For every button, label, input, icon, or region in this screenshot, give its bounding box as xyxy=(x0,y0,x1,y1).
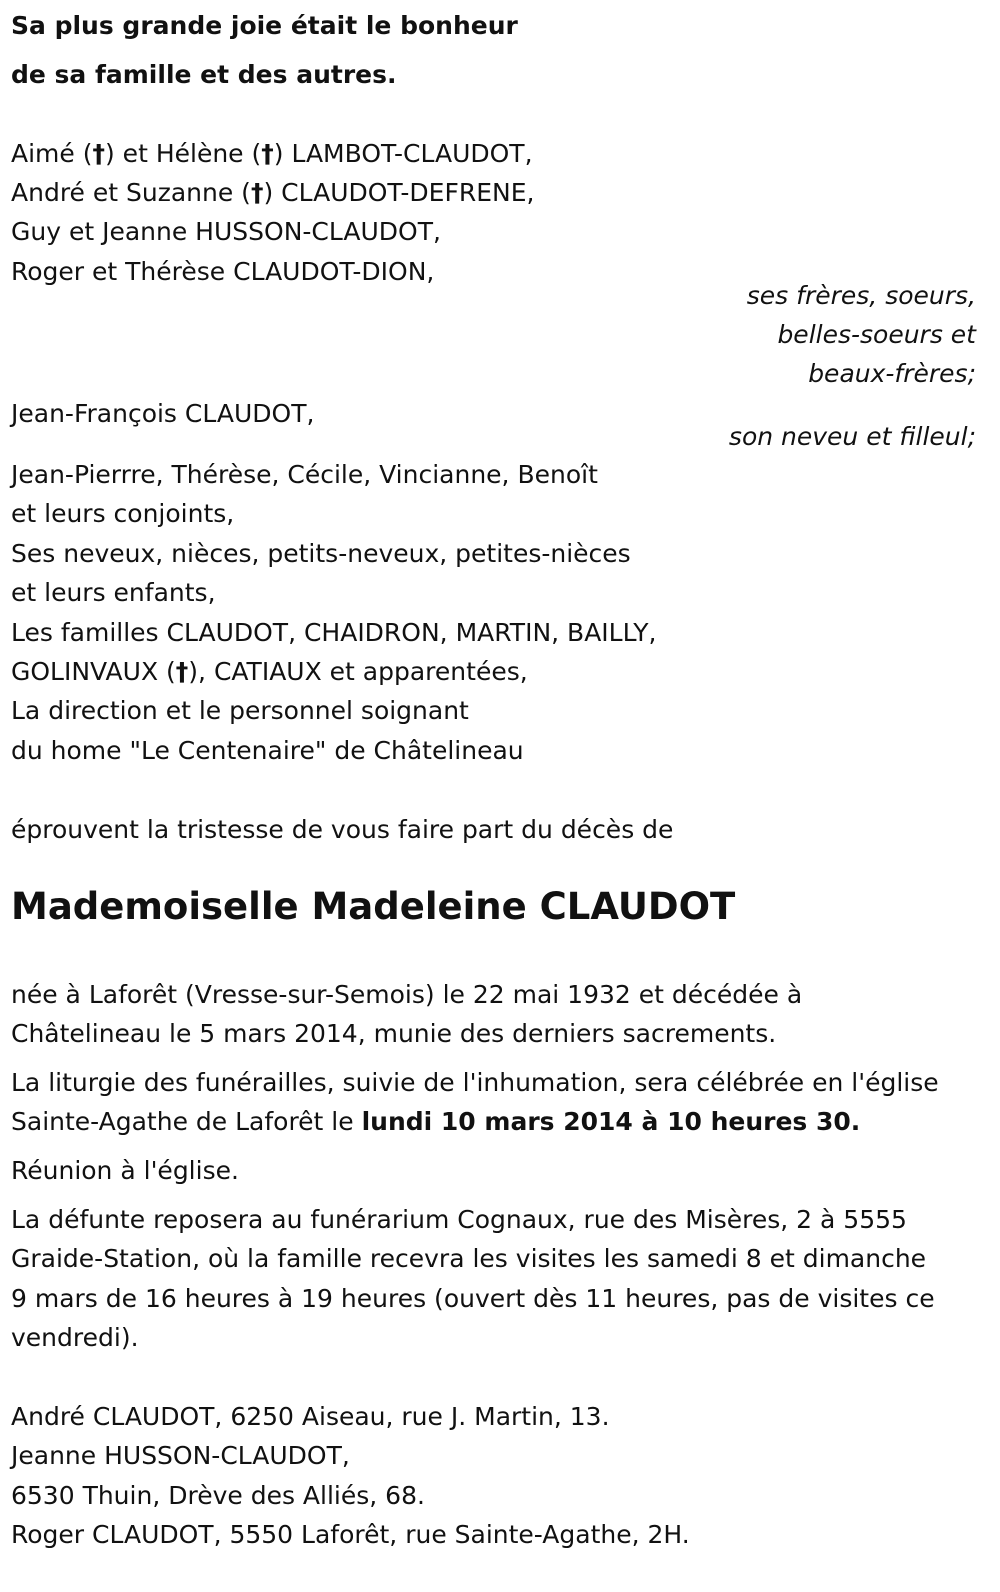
motto-line-1: Sa plus grande joie était le bonheur xyxy=(11,11,518,40)
family-line-1: Jean-Pierrre, Thérèse, Cécile, Vincianne, Benoît xyxy=(11,460,598,489)
funerarium-line-3: 9 mars de 16 heures à 19 heures (ouvert dès 11 heures, pas de visites ce xyxy=(11,1284,935,1313)
nephew-name: Jean-François CLAUDOT, xyxy=(11,399,315,428)
family-line-4: et leurs enfants, xyxy=(11,578,216,607)
cross-icon: † xyxy=(92,139,105,168)
nephew-role: son neveu et filleul; xyxy=(728,422,976,451)
sibling-text: Aimé ( xyxy=(11,139,93,168)
sibling-line-3: Guy et Jeanne HUSSON-CLAUDOT, xyxy=(11,217,441,246)
reunion-text: Réunion à l'église. xyxy=(11,1156,239,1185)
liturgy-place: Sainte-Agathe de Laforêt le xyxy=(11,1107,362,1136)
family-line-3: Ses neveux, nièces, petits-neveux, petites-nièces xyxy=(11,539,631,568)
family-text: GOLINVAUX ( xyxy=(11,657,176,686)
cross-icon: † xyxy=(175,657,189,686)
birth-line-1: née à Laforêt (Vresse-sur-Semois) le 22 mai 1932 et décédée à xyxy=(11,980,803,1009)
sibling-text: André et Suzanne ( xyxy=(11,178,251,207)
birth-line-2: Châtelineau le 5 mars 2014, munie des derniers sacrements. xyxy=(11,1019,777,1048)
liturgy-datetime: lundi 10 mars 2014 à 10 heures 30. xyxy=(361,1107,861,1136)
siblings-role-1: ses frères, soeurs, xyxy=(746,281,976,310)
family-line-7: La direction et le personnel soignant xyxy=(11,696,469,725)
family-text: ), CATIAUX et apparentées, xyxy=(188,657,528,686)
sibling-text: ) LAMBOT-CLAUDOT, xyxy=(273,139,533,168)
family-line-2: et leurs conjoints, xyxy=(11,499,235,528)
family-line-8: du home "Le Centenaire" de Châtelineau xyxy=(11,736,524,765)
siblings-role-2: belles-soeurs et xyxy=(777,320,976,349)
sibling-text: ) CLAUDOT-DEFRENE, xyxy=(263,178,535,207)
address-line-3: 6530 Thuin, Drève des Alliés, 68. xyxy=(11,1481,425,1510)
motto-line-2: de sa famille et des autres. xyxy=(11,60,397,89)
deceased-name: Mademoiselle Madeleine CLAUDOT xyxy=(11,885,736,928)
siblings-role-3: beaux-frères; xyxy=(808,359,976,388)
family-line-5: Les familles CLAUDOT, CHAIDRON, MARTIN, BAILLY, xyxy=(11,618,657,647)
sibling-line-4: Roger et Thérèse CLAUDOT-DION, xyxy=(11,257,435,286)
sibling-text: ) et Hélène ( xyxy=(104,139,262,168)
sibling-line-1 xyxy=(11,141,533,166)
address-line-4: Roger CLAUDOT, 5550 Laforêt, rue Sainte-Agathe, 2H. xyxy=(11,1520,690,1549)
family-line-6 xyxy=(11,659,528,684)
address-line-2: Jeanne HUSSON-CLAUDOT, xyxy=(11,1441,350,1470)
address-line-1: André CLAUDOT, 6250 Aiseau, rue J. Martin, 13. xyxy=(11,1402,610,1431)
sibling-line-2 xyxy=(11,180,534,205)
cross-icon: † xyxy=(261,139,274,168)
funerarium-line-1: La défunte reposera au funérarium Cognaux, rue des Misères, 2 à 5555 xyxy=(11,1205,907,1234)
liturgy-line-2 xyxy=(11,1109,860,1134)
announcement-text: éprouvent la tristesse de vous faire part du décès de xyxy=(11,815,674,844)
funerarium-line-2: Graide-Station, où la famille recevra les visites les samedi 8 et dimanche xyxy=(11,1244,927,1273)
funerarium-line-4: vendredi). xyxy=(11,1323,139,1352)
cross-icon: † xyxy=(250,178,264,207)
liturgy-line-1: La liturgie des funérailles, suivie de l'inhumation, sera célébrée en l'église xyxy=(11,1068,939,1097)
